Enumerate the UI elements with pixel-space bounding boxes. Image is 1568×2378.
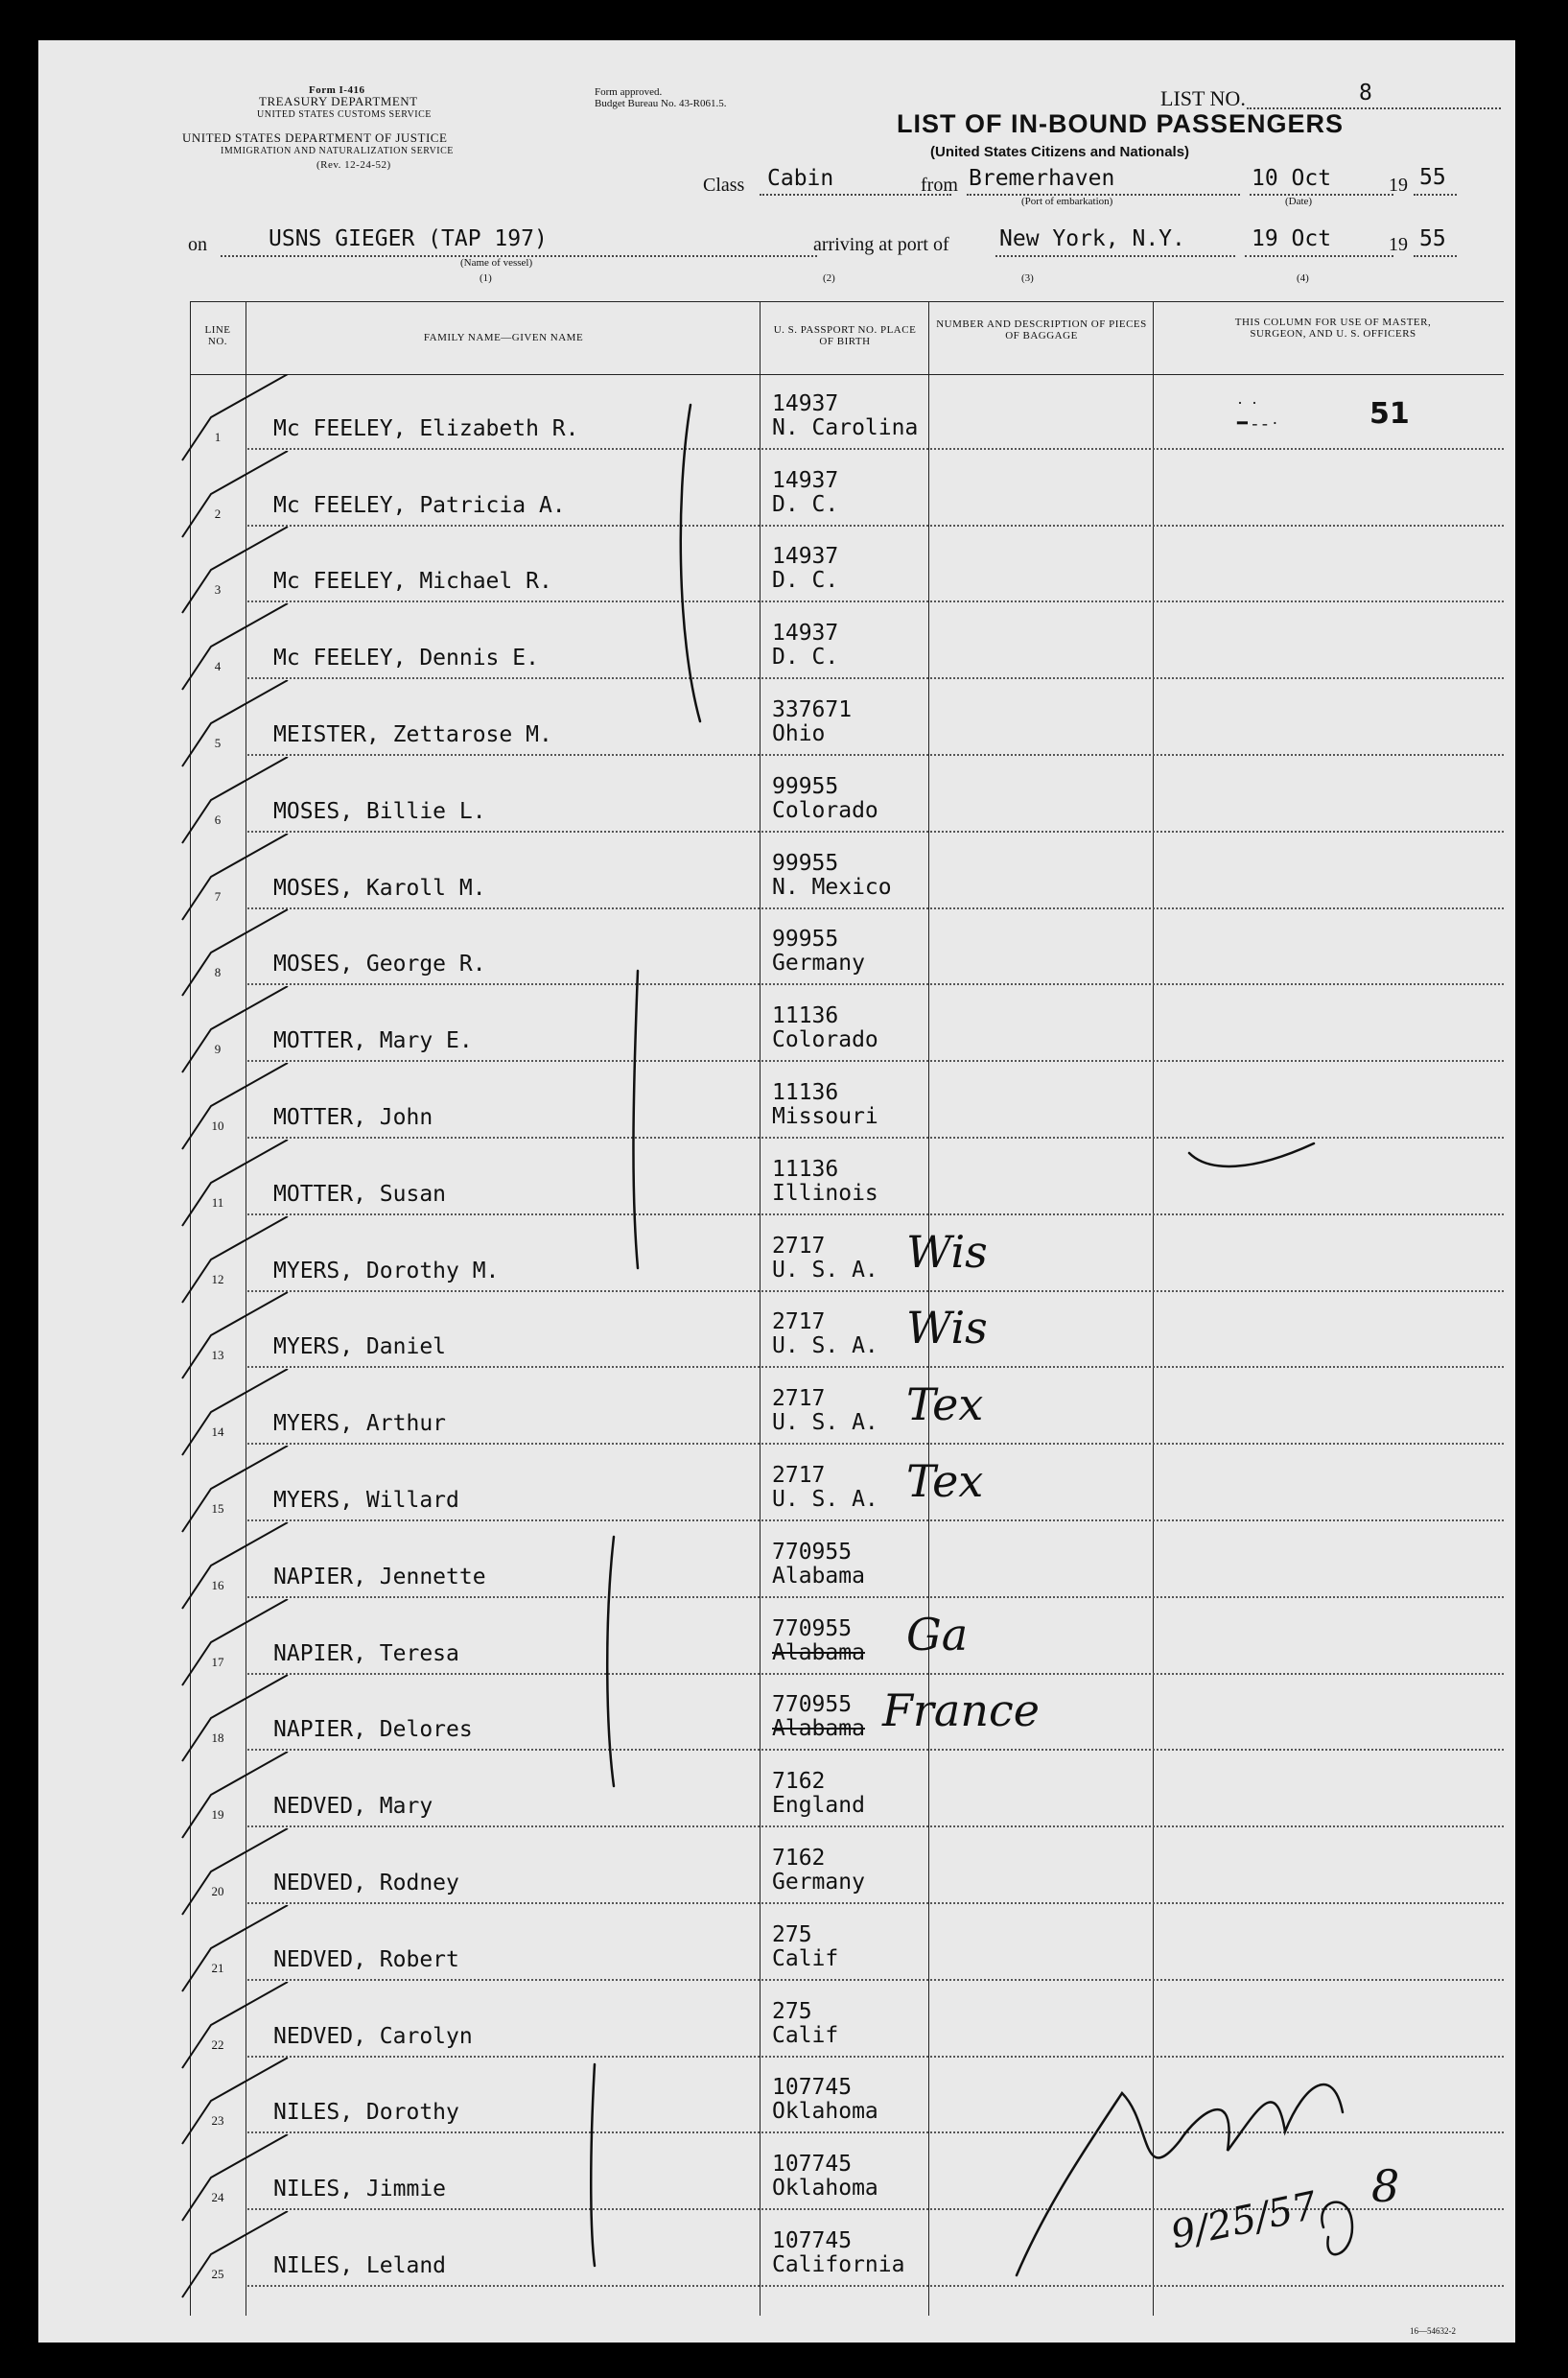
place-of-birth: D. C. [772,568,839,594]
passport-number: 2717 [772,1386,826,1412]
row-line-number: 8 [214,965,222,980]
passport-number: 337671 [772,697,853,722]
row-line-number: 23 [211,2113,224,2129]
place-of-birth: Calif [772,2022,839,2048]
passport-number: 99955 [772,927,839,953]
header-baggage: NUMBER AND DESCRIPTION OF PIECES OF BAGGAGE [936,318,1147,341]
row-line-number: 6 [214,812,222,827]
place-of-birth: Colorado [772,1027,878,1053]
row-line-number: 19 [211,1807,224,1823]
approval-note: Form approved. [595,86,663,98]
list-number: 8 [1359,81,1372,106]
passport-number: 14937 [772,390,839,416]
signature-mark-text: 8 [1371,2160,1400,2212]
header-passport: U. S. PASSPORT NO. PLACE OF BIRTH [773,324,917,347]
handwritten-note: Wis [906,1302,988,1354]
bracket-mark [607,1537,614,1786]
year-prefix-2: 19 [1389,234,1408,255]
year-arrive: 55 [1419,226,1446,251]
on-label: on [188,234,207,255]
row-line-number: 13 [211,1348,224,1363]
place-of-birth: Alabama [772,1563,865,1589]
row-line-number: 4 [214,659,222,674]
row-line-number: 17 [211,1654,224,1669]
arriving-label: arriving at port of [813,234,949,255]
passenger-name: MYERS, Dorothy M. [273,1258,500,1283]
place-of-birth: Oklahoma [772,2099,878,2125]
officer-note: 51 [1369,397,1410,431]
row-line-number: 9 [214,1042,222,1057]
place-of-birth: Calif [772,1945,839,1971]
department2-name: UNITED STATES DEPARTMENT OF JUSTICE [182,130,448,145]
passenger-name: NAPIER, Delores [273,1717,473,1743]
port-embark: Bremerhaven [969,166,1115,191]
row-line-number: 18 [211,1731,224,1746]
passport-number: 11136 [772,1156,839,1182]
vessel-caption: (Name of vessel) [460,257,533,269]
passenger-name: MOSES, Billie L. [273,798,486,824]
revision-date: (Rev. 12-24-52) [316,159,391,171]
passport-number: 7162 [772,1846,826,1871]
passport-number: 107745 [772,2228,853,2253]
passenger-name: NILES, Leland [273,2253,447,2278]
place-of-birth: California [772,2252,905,2277]
passenger-name: NEDVED, Mary [273,1794,433,1820]
place-of-birth: U. S. A. [772,1410,878,1436]
passenger-name: NILES, Dorothy [273,2100,459,2126]
place-of-birth: Colorado [772,797,878,823]
date-caption: (Date) [1285,196,1313,207]
row-line-number: 24 [211,2190,224,2205]
row-line-number: 16 [211,1577,224,1592]
passport-number: 7162 [772,1769,826,1795]
passenger-name: NILES, Jimmie [273,2177,447,2202]
place-of-birth: D. C. [772,491,839,517]
place-of-birth: Germany [772,951,865,977]
handwriting-layer [38,40,1515,2343]
row-line-number: 25 [211,2267,224,2281]
place-of-birth: D. C. [772,645,839,671]
place-of-birth: N. Mexico [772,874,892,900]
passenger-name: MOTTER, Susan [273,1181,447,1207]
handwritten-note: Tex [906,1378,984,1431]
passport-number: 2717 [772,1463,826,1488]
form-code: 16—54632-2 [1410,2326,1456,2336]
class-value: Cabin [767,166,834,191]
bracket-mark [591,2064,595,2266]
passenger-name: Mc FEELEY, Dennis E. [273,646,539,671]
year-prefix-1: 19 [1389,175,1408,196]
header-line-no: LINE NO. [204,324,231,347]
passenger-name: NEDVED, Robert [273,1946,459,1972]
row-line-number: 21 [211,1960,224,1975]
passport-number: 99955 [772,773,839,799]
row-line-number: 7 [214,888,222,904]
row-line-number: 1 [214,429,222,444]
passenger-name: NAPIER, Teresa [273,1640,459,1666]
place-of-birth: U. S. A. [772,1257,878,1283]
row-line-number: 3 [214,582,222,598]
place-of-birth: U. S. A. [772,1487,878,1512]
port-embark-caption: (Port of embarkation) [1021,196,1113,207]
passport-number: 14937 [772,467,839,493]
from-label: from [921,175,958,196]
place-of-birth: Germany [772,1870,865,1895]
row-line-number: 20 [211,1884,224,1898]
passenger-name: NEDVED, Carolyn [273,2023,473,2049]
passenger-name: MYERS, Willard [273,1488,459,1513]
passenger-name: MOTTER, John [273,1105,433,1130]
officer-marks: · · ━ ‑ ‑ · [1237,393,1278,433]
passport-number: 275 [772,1921,812,1947]
passenger-name: NEDVED, Rodney [273,1871,459,1895]
date-arrive: 19 Oct [1252,226,1332,251]
passport-number: 770955 [772,1539,853,1565]
list-label: LIST NO. [1160,86,1246,110]
date-embark: 10 Oct [1252,166,1332,191]
signature-mark [1322,2202,1352,2254]
row-line-number: 2 [214,506,222,521]
column-2-marker: (2) [823,272,835,284]
column-1-marker: (1) [480,272,492,284]
passport-number: 11136 [772,1080,839,1105]
handwritten-note: Tex [906,1455,984,1507]
passport-number: 2717 [772,1233,826,1259]
page-subtitle: (United States Citizens and Nationals) [930,144,1190,160]
header-officers: THIS COLUMN FOR USE OF MASTER, SURGEON, AND U. S. OFFICERS [1234,317,1432,340]
passport-number: 99955 [772,850,839,876]
passenger-name: MOTTER, Mary E. [273,1028,473,1054]
passport-number: 2717 [772,1309,826,1335]
row-line-number: 5 [214,736,222,750]
passport-number: 107745 [772,2075,853,2101]
budget-note: Budget Bureau No. 43-R061.5. [595,98,727,109]
place-of-birth: England [772,1793,865,1819]
row-line-number: 12 [211,1271,224,1286]
passport-number: 770955 [772,1615,853,1641]
handwritten-note: Ga [906,1608,969,1660]
passenger-name: MEISTER, Zettarose M. [273,722,552,747]
department-name: TREASURY DEPARTMENT [259,94,418,108]
passenger-name: Mc FEELEY, Elizabeth R. [273,415,579,441]
passenger-name: MOSES, Karoll M. [273,875,486,901]
year-embark: 55 [1419,165,1446,190]
port-arrive: New York, N.Y. [999,226,1185,251]
passenger-name: MYERS, Daniel [273,1334,447,1360]
passport-number: 275 [772,1998,812,2024]
column-3-marker: (3) [1021,272,1034,284]
passport-number: 11136 [772,1003,839,1029]
row-line-number: 22 [211,2037,224,2052]
vessel-name: USNS GIEGER (TAP 197) [269,226,548,251]
form-number: Form I-416 [309,84,365,96]
signature-date: 9/25/57 [1166,2183,1322,2258]
service2-name: IMMIGRATION AND NATURALIZATION SERVICE [221,146,454,156]
place-of-birth: Missouri [772,1104,878,1129]
place-of-birth: U. S. A. [772,1333,878,1359]
column-4-marker: (4) [1297,272,1309,284]
handwritten-note: Wis [906,1225,988,1278]
passport-number: 14937 [772,621,839,647]
service-name: UNITED STATES CUSTOMS SERVICE [257,109,432,120]
passport-number: 14937 [772,544,839,570]
row-line-number: 10 [211,1118,224,1133]
passenger-name: Mc FEELEY, Michael R. [273,569,552,595]
row-line-number: 11 [211,1194,224,1210]
header-name: FAMILY NAME—GIVEN NAME [423,332,584,343]
passenger-name: NAPIER, Jennette [273,1564,486,1589]
place-of-birth: Alabama [772,1639,865,1665]
passenger-name: Mc FEELEY, Patricia A. [273,492,566,518]
row-line-number: 14 [211,1424,224,1440]
place-of-birth: N. Carolina [772,414,919,440]
check-scribble [1189,1143,1314,1166]
row-line-number: 15 [211,1501,224,1516]
page-title: LIST OF IN-BOUND PASSENGERS [897,109,1345,138]
passenger-name: MOSES, George R. [273,952,486,977]
place-of-birth: Alabama [772,1716,865,1742]
class-label: Class [703,175,745,196]
place-of-birth: Illinois [772,1180,878,1206]
passport-number: 107745 [772,2152,853,2178]
place-of-birth: Oklahoma [772,2176,878,2201]
bracket-mark [633,971,638,1268]
handwritten-note: France [882,1684,1040,1737]
manifest-page [38,40,1515,2343]
bracket-mark [681,405,700,721]
passenger-name: MYERS, Arthur [273,1411,447,1437]
passport-number: 770955 [772,1692,853,1718]
place-of-birth: Ohio [772,721,826,746]
